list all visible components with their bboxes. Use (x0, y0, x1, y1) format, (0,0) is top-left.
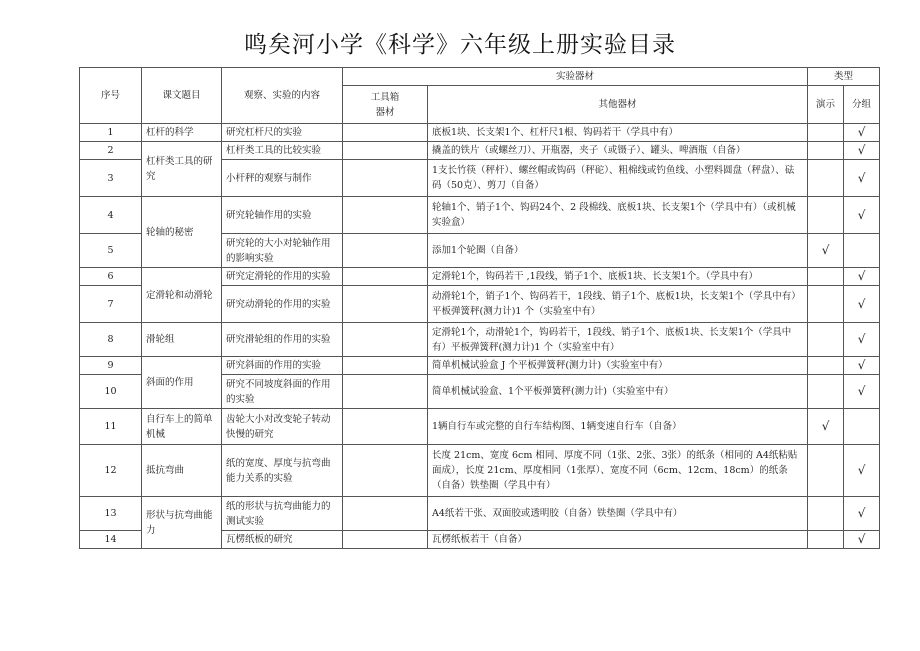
group-check: √ (844, 124, 880, 142)
toolbox-cell (343, 124, 428, 142)
row-number: 3 (80, 160, 142, 197)
group-check: √ (844, 497, 880, 531)
group-check: √ (844, 286, 880, 323)
experiment-content: 研究滑轮组的作用的实验 (222, 323, 343, 357)
other-materials: 简单机械试验盒、1个平板弹簧秤(测力计)（实验室中有） (428, 375, 808, 409)
lesson-title: 定滑轮和动滑轮 (142, 268, 222, 323)
header-seq: 序号 (80, 68, 142, 124)
experiment-content: 小杆秤的观察与制作 (222, 160, 343, 197)
row-number: 2 (80, 142, 142, 160)
demo-cell (808, 531, 844, 549)
demo-cell (808, 160, 844, 197)
other-materials: 定滑轮1个，动滑轮1个，钩码若干，1段线、销子1个、底板1块、长支架1个（学具中有）平板弹簧秤(测力计)1 个（实验室中有） (428, 323, 808, 357)
toolbox-cell (343, 234, 428, 268)
header-demo: 演示 (808, 86, 844, 124)
group-check: √ (844, 357, 880, 375)
other-materials: 轮轴1个、销子1个、钩码24个、2 段棉线、底板1块、长支架1个（学具中有）（或机械实验盒） (428, 197, 808, 234)
toolbox-cell (343, 409, 428, 445)
table-row (80, 268, 880, 286)
lesson-title: 形状与抗弯曲能力 (142, 497, 222, 549)
lesson-title: 杠杆类工具的研究 (142, 142, 222, 197)
lesson-title: 自行车上的简单机械 (142, 409, 222, 445)
group-cell (844, 409, 880, 445)
toolbox-cell (343, 445, 428, 497)
row-number: 11 (80, 409, 142, 445)
group-check: √ (844, 375, 880, 409)
row-number: 1 (80, 124, 142, 142)
table-row (80, 323, 880, 357)
demo-cell (808, 197, 844, 234)
demo-check: √ (808, 234, 844, 268)
row-number: 7 (80, 286, 142, 323)
experiment-content: 瓦楞纸板的研究 (222, 531, 343, 549)
group-check: √ (844, 142, 880, 160)
other-materials: A4纸若干张、双面胶或透明胶（自备）铁垫圈（学具中有） (428, 497, 808, 531)
experiment-content: 研究轮轴作用的实验 (222, 197, 343, 234)
row-number: 5 (80, 234, 142, 268)
experiment-content: 研究动滑轮的作用的实验 (222, 286, 343, 323)
demo-cell (808, 124, 844, 142)
header-group: 分组 (844, 86, 880, 124)
experiment-content: 纸的宽度、厚度与抗弯曲能力关系的实验 (222, 445, 343, 497)
experiment-content: 齿轮大小对改变轮子转动快慢的研究 (222, 409, 343, 445)
lesson-title: 斜面的作用 (142, 357, 222, 409)
header-other: 其他器材 (428, 86, 808, 124)
page-title: 鸣矣河小学《科学》六年级上册实验目录 (244, 32, 676, 58)
demo-check: √ (808, 409, 844, 445)
group-check: √ (844, 160, 880, 197)
experiment-content: 纸的形状与抗弯曲能力的测试实验 (222, 497, 343, 531)
table-row (80, 124, 880, 142)
group-check: √ (844, 323, 880, 357)
demo-cell (808, 375, 844, 409)
toolbox-cell (343, 497, 428, 531)
table-row (80, 409, 880, 445)
group-check: √ (844, 531, 880, 549)
toolbox-cell (343, 142, 428, 160)
other-materials: 简单机械试验盒 J 个平板弹簧秤(测力计)（实验室中有） (428, 357, 808, 375)
toolbox-cell (343, 197, 428, 234)
demo-cell (808, 142, 844, 160)
other-materials: 瓦楞纸板若干（自备） (428, 531, 808, 549)
toolbox-cell (343, 531, 428, 549)
header-content: 观察、实验的内容 (222, 68, 343, 124)
toolbox-cell (343, 357, 428, 375)
other-materials: 添加1个轮圈（自备） (428, 234, 808, 268)
demo-cell (808, 497, 844, 531)
demo-cell (808, 286, 844, 323)
experiment-content: 研究定滑轮的作用的实验 (222, 268, 343, 286)
row-number: 10 (80, 375, 142, 409)
table-row (80, 357, 880, 375)
table-row (80, 445, 880, 497)
row-number: 8 (80, 323, 142, 357)
lesson-title: 杠杆的科学 (142, 124, 222, 142)
row-number: 6 (80, 268, 142, 286)
toolbox-cell (343, 268, 428, 286)
lesson-title: 滑轮组 (142, 323, 222, 357)
group-check: √ (844, 445, 880, 497)
experiment-content: 研究不同坡度斜面的作用的实验 (222, 375, 343, 409)
other-materials: 长度 21cm、宽度 6cm 相同、厚度不同（1张、2张、3张）的纸条（相同的 A4纸粘贴面成），长度 21cm、厚度相同（1张厚）、宽度不同（6cm、12cm、18cm）的纸条（自备）铁垫圈（学具中有） (428, 445, 808, 497)
header-lesson: 课文题目 (142, 68, 222, 124)
group-cell (844, 234, 880, 268)
header-type: 类型 (808, 68, 880, 86)
table-row (80, 197, 880, 234)
other-materials: 动滑轮1个，销子1个、钩码若干，1段线、销子1个、底板1块，长支架1个（学具中有）平板弹簧秤(测力计)1 个（实验室中有） (428, 286, 808, 323)
row-number: 13 (80, 497, 142, 531)
experiment-content: 研究杠杆尺的实验 (222, 124, 343, 142)
row-number: 12 (80, 445, 142, 497)
demo-cell (808, 323, 844, 357)
header-toolbox: 工具箱 器材 (343, 86, 428, 124)
other-materials: 1支长竹筷（秤杆）、螺丝帽或钩码（秤砣）、粗棉线或钓鱼线、小塑料圆盘（秤盘）、砝码（50克）、剪刀（自备） (428, 160, 808, 197)
group-check: √ (844, 268, 880, 286)
lesson-title: 抵抗弯曲 (142, 445, 222, 497)
toolbox-cell (343, 286, 428, 323)
other-materials: 撬盖的铁片（或螺丝刀）、开瓶器，夹子（或镊子）、罐头、啤酒瓶（自备） (428, 142, 808, 160)
table-row (80, 142, 880, 160)
group-check: √ (844, 197, 880, 234)
demo-cell (808, 268, 844, 286)
row-number: 14 (80, 531, 142, 549)
experiment-content: 研究斜面的作用的实验 (222, 357, 343, 375)
table-row (80, 497, 880, 531)
other-materials: 底板1块、长支架1个、杠杆尺1根、钩码若干（学具中有） (428, 124, 808, 142)
toolbox-cell (343, 375, 428, 409)
header-materials: 实验器材 (343, 68, 808, 86)
lesson-title: 轮轴的秘密 (142, 197, 222, 268)
experiment-content: 杠杆类工具的比较实验 (222, 142, 343, 160)
other-materials: 定滑轮1个，钩码若干 ,1段线，销子1个、底板1块、长支架1个。（学具中有） (428, 268, 808, 286)
experiment-content: 研究轮的大小对轮轴作用的影响实验 (222, 234, 343, 268)
toolbox-cell (343, 323, 428, 357)
demo-cell (808, 357, 844, 375)
experiment-table (79, 67, 880, 549)
row-number: 4 (80, 197, 142, 234)
demo-cell (808, 445, 844, 497)
toolbox-cell (343, 160, 428, 197)
other-materials: 1辆自行车或完整的自行车结构图、1辆变速自行车（自备） (428, 409, 808, 445)
row-number: 9 (80, 357, 142, 375)
